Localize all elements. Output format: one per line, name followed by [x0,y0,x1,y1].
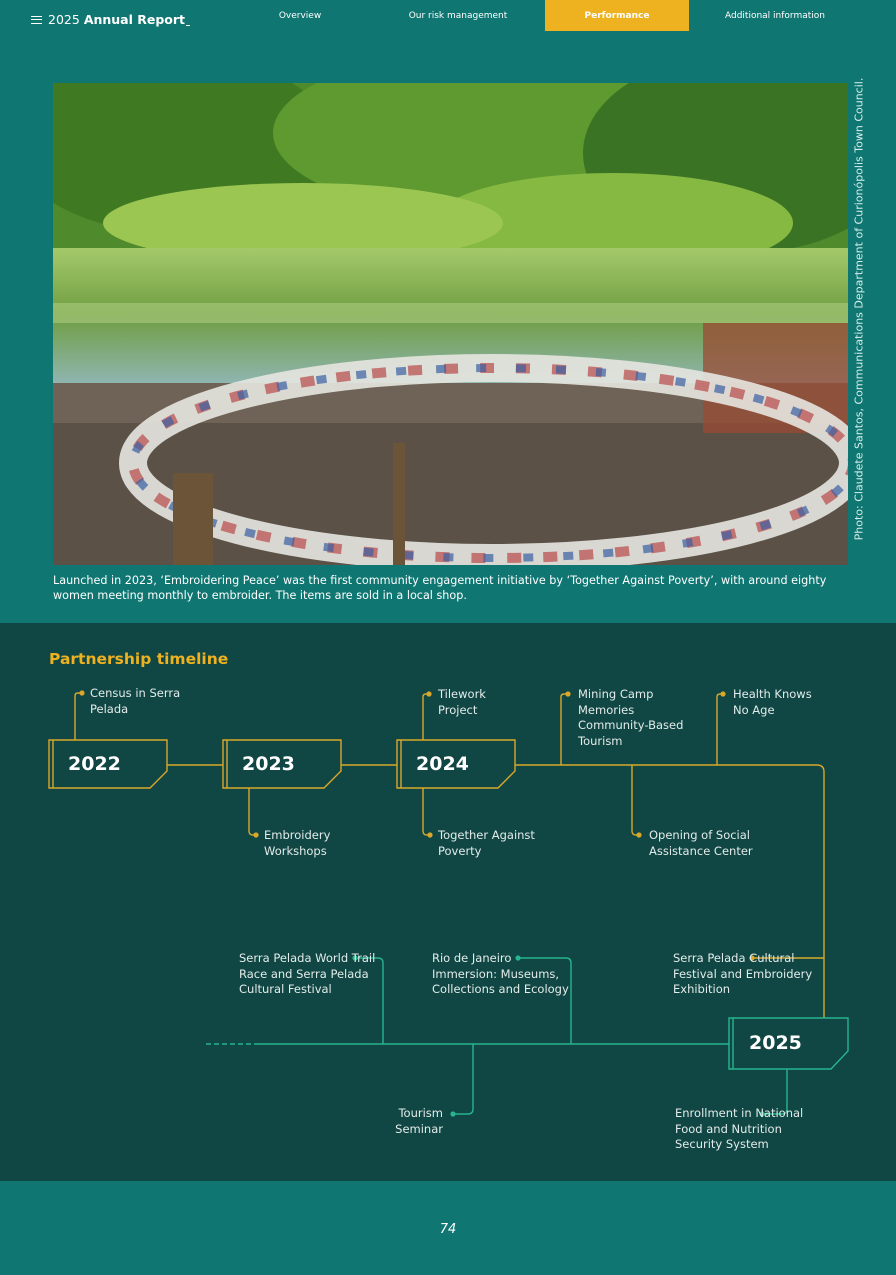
underscore-mark [186,13,190,26]
brand-title: Annual Report [83,12,186,27]
partnership-timeline-section [0,623,896,1181]
tab-overview[interactable]: Overview [278,10,322,21]
page-number: 74 [439,1222,457,1237]
year-2023: 2023 [242,753,295,775]
event-tilework-project: Tilework Project [438,687,486,717]
event-health-knows-no-age: Health Knows No Age [733,687,812,717]
photo-credit: Photo: Claudete Santos, Communications Department of Curionópolis Town Council. [852,77,866,541]
event-census-serra-pelada: Census in Serra Pelada [90,686,181,716]
year-2025: 2025 [749,1032,802,1054]
report-brand[interactable] [31,12,190,27]
event-tourism-seminar: Tourism Seminar [395,1106,443,1136]
event-embroidery-workshops: Embroidery Workshops [264,828,331,858]
tab-risk-management[interactable]: Our risk management [408,10,508,21]
event-opening-social-assistance: Opening of Social Assistance Center [649,828,753,858]
year-2022: 2022 [68,753,121,775]
event-serra-pelada-world-trail-race: Serra Pelada World Trail Race and Serra Pelada Cultural Festival [239,951,376,996]
photo-caption: Launched in 2023, ‘Embroidering Peace’ was the first community engagement initiative by ‘Together Against Poverty’, with around eighty women meeting monthly to embroider. The items are sold in a local shop. [53,574,827,602]
year-2024: 2024 [416,753,469,775]
brand-year: 2025 [48,12,80,27]
event-enrollment-food-security: Enrollment in National Food and Nutrition Security System [675,1106,804,1151]
top-navigation-bar [0,0,896,44]
hamburger-menu-icon[interactable] [31,16,42,24]
event-rio-de-janeiro-immersion: Rio de Janeiro Immersion: Museums, Collections and Ecology [432,951,569,996]
event-together-against-poverty: Together Against Poverty [438,828,535,858]
event-mining-camp-memories: Mining Camp Memories Community-Based Tourism [578,687,684,748]
timeline-title: Partnership timeline [49,650,229,668]
community-embroidery-photo [53,83,848,565]
tab-additional-information[interactable]: Additional information [725,10,825,21]
tab-performance[interactable]: Performance [545,0,689,31]
event-serra-pelada-cultural-festival: Serra Pelada Cultural Festival and Embroidery Exhibition [673,951,813,996]
